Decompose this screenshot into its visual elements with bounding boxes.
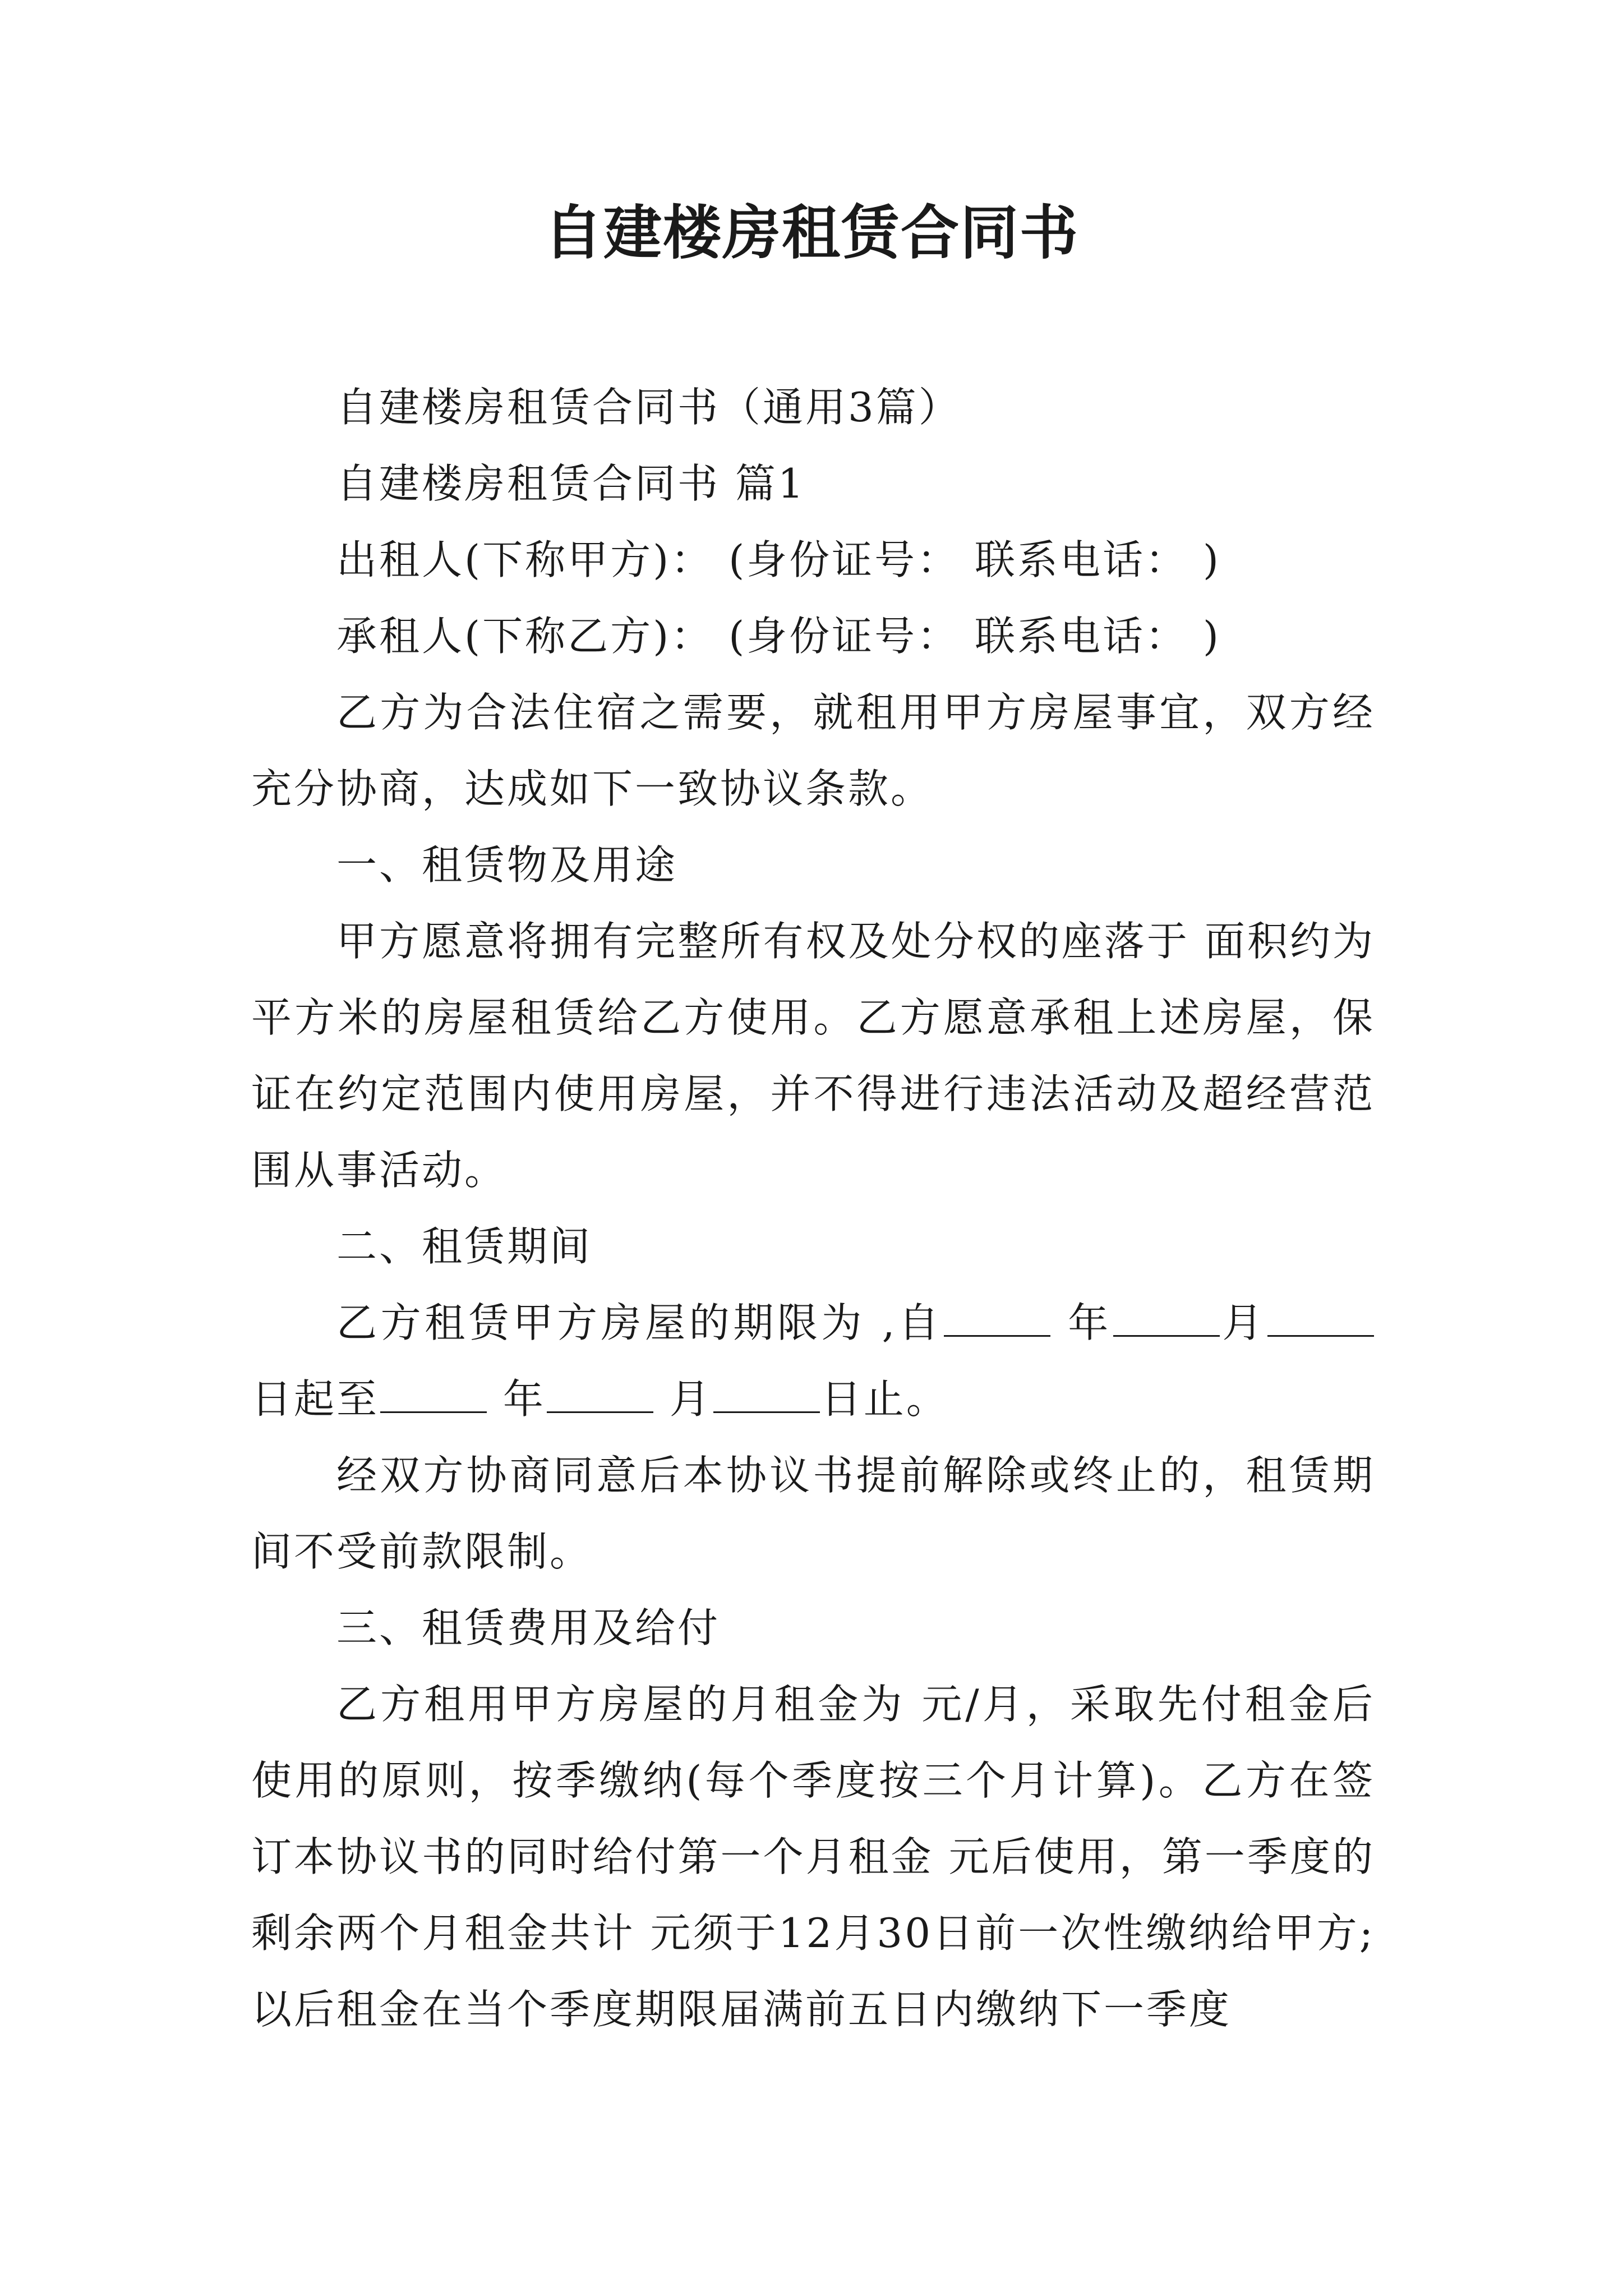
blank-start-month xyxy=(1113,1295,1220,1337)
subtitle-paragraph: 自建楼房租赁合同书（通用3篇） xyxy=(336,384,961,431)
start-day-label: 日起至 xyxy=(251,1375,380,1423)
blank-end-month xyxy=(547,1371,653,1413)
clause-heading-1: 一、租赁物及用途 xyxy=(336,841,678,889)
lessor-line: 出租人(下称甲方)： (身份证号： 联系电话： ) xyxy=(336,536,1221,583)
lease-period-text-start: 乙方租赁甲方房屋的期限为 ,自 xyxy=(336,1299,943,1346)
blank-start-year xyxy=(944,1295,1050,1337)
blank-end-year xyxy=(380,1371,487,1413)
year-label: 年 xyxy=(1051,1299,1112,1346)
preamble-paragraph: 乙方为合法住宿之需要，就租用甲方房屋事宜，双方经充分协商，达成如下一致协议条款。 xyxy=(251,689,1375,812)
section-heading-article-1: 自建楼房租赁合同书 篇1 xyxy=(336,460,806,507)
end-year-label: 年 xyxy=(488,1375,546,1423)
blank-start-day xyxy=(1267,1295,1374,1337)
document-body xyxy=(251,369,1375,2047)
end-month-label: 月 xyxy=(654,1375,712,1423)
document-title: 自建楼房租赁合同书 xyxy=(543,198,1079,267)
month-label: 月 xyxy=(1220,1299,1266,1346)
lessee-line: 承租人(下称乙方)： (身份证号： 联系电话： ) xyxy=(336,613,1221,660)
clause-heading-2: 二、租赁期间 xyxy=(336,1223,593,1270)
lease-period-paragraph xyxy=(251,1285,1375,1437)
blank-end-day xyxy=(713,1371,820,1413)
rent-payment-paragraph: 乙方租用甲方房屋的月租金为 元/月，采取先付租金后使用的原则，按季缴纳(每个季度按三个月计算)。乙方在签订本协议书的同时给付第一个月租金 元后使用，第一季度的剩余两个月租金共计 元须于12月30日前一次性缴纳给甲方;以后租金在当个季度期限届满前五日内缴纳下一季度 xyxy=(251,1681,1375,2033)
end-day-label: 日止。 xyxy=(820,1375,949,1423)
clause-heading-3: 三、租赁费用及给付 xyxy=(336,1604,721,1651)
early-termination-paragraph: 经双方协商同意后本协议书提前解除或终止的，租赁期间不受前款限制。 xyxy=(251,1452,1375,1575)
clause-1-body: 甲方愿意将拥有完整所有权及处分权的座落于 面积约为 平方米的房屋租赁给乙方使用。乙方愿意承租上述房屋，保证在约定范围内使用房屋，并不得进行违法活动及超经营范围从事活动。 xyxy=(251,918,1375,1194)
